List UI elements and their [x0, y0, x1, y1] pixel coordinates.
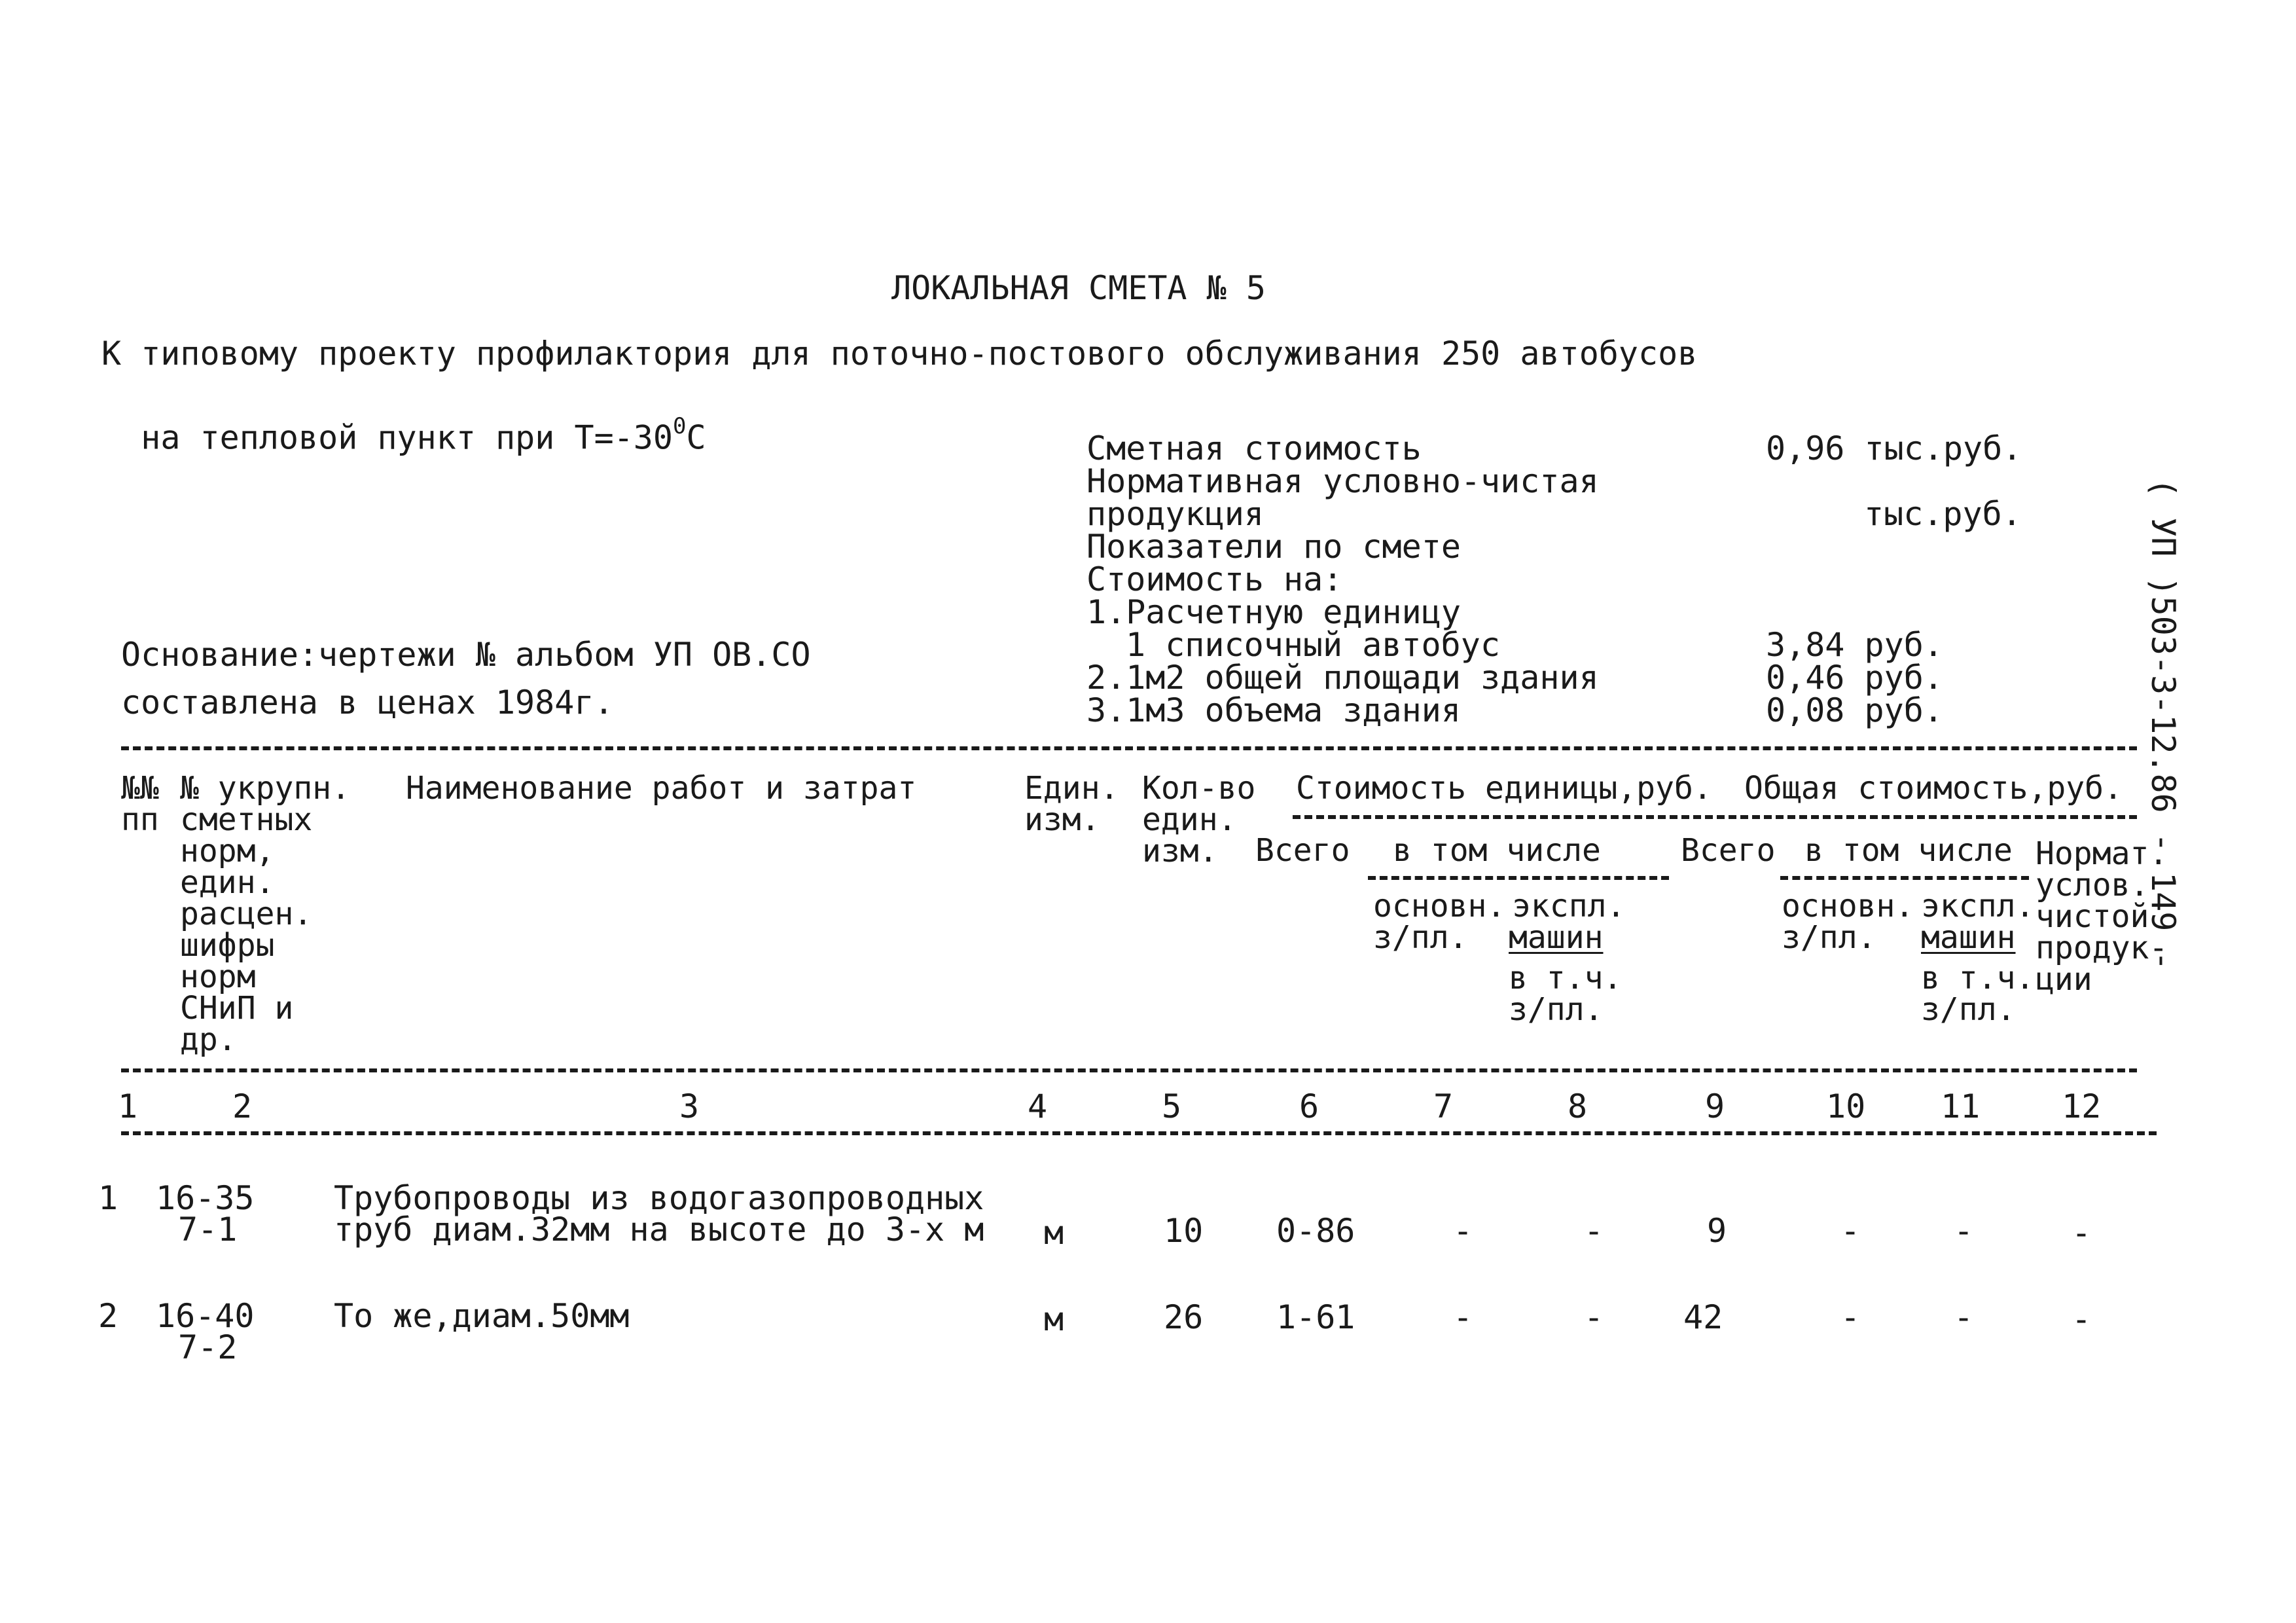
header-col1: №№ пп: [121, 770, 159, 838]
header-col3: Наименование работ и затрат: [406, 770, 917, 807]
indicator-item3-value: 0,08 руб.: [1766, 691, 1943, 729]
row-code2: 7-2: [178, 1328, 238, 1366]
side-stamp-text: ( УП )503-3-12.86 - 149 -: [2144, 478, 2182, 971]
indicator-item1: 1.Расчетную единицу: [1086, 593, 1461, 631]
col-number-6: 6: [1299, 1087, 1319, 1125]
page-title: ЛОКАЛЬНАЯ СМЕТА № 5: [891, 269, 1266, 307]
col-number-9: 9: [1705, 1087, 1725, 1125]
row-qty: 26: [1164, 1298, 1204, 1336]
indicator-item1-sub: 1 списочный автобус: [1126, 626, 1500, 664]
row-unit-mach: -: [1584, 1212, 1604, 1250]
col-number-8: 8: [1568, 1087, 1588, 1125]
col-number-3: 3: [679, 1087, 700, 1125]
row-name2: труб диам.32мм на высоте до 3-х м: [334, 1211, 984, 1249]
row-code1: 16-40: [156, 1297, 255, 1335]
header-unit-vtom: в том числе: [1393, 832, 1601, 869]
row-unit-total: 0-86: [1276, 1212, 1355, 1250]
norm-label1: Нормативная условно-чистая: [1086, 462, 1599, 500]
norm-value: тыс.руб.: [1864, 495, 2022, 533]
basis-line1: Основание:чертежи № альбом УП ОВ.СО: [121, 636, 811, 674]
col-number-12: 12: [2062, 1087, 2102, 1125]
subtitle-line2: [101, 386, 706, 457]
row-unit: м: [1044, 1214, 1064, 1252]
header-unit-osnovn: основн. з/пл.: [1373, 888, 1506, 956]
col-number-1: 1: [118, 1087, 138, 1125]
col-number-7: 7: [1433, 1087, 1454, 1125]
header-col2: № укрупн. сметных норм, един. расцен. шифры норм СНиП и др.: [180, 770, 351, 1058]
divider-colnums-bottom: [121, 1131, 2157, 1135]
header-total-ekspl: экспл.: [1921, 888, 2035, 924]
row-num: 1: [98, 1179, 118, 1217]
indicator-item2-value: 0,46 руб.: [1766, 659, 1943, 697]
norm-label2: продукция: [1086, 495, 1264, 533]
col-number-11: 11: [1941, 1087, 1981, 1125]
row-code1: 16-35: [156, 1179, 255, 1217]
row-total-wage: -: [1840, 1212, 1861, 1250]
header-unit-mashin: машин: [1509, 919, 1604, 956]
header-total-mashin: машин: [1921, 919, 2016, 956]
header-col4: Един. изм.: [1024, 770, 1119, 838]
subtitle-line1: К типовому проекту профилактория для поточно-постового обслуживания 250 автобусов: [101, 335, 1698, 373]
header-total-total: Всего: [1681, 832, 1776, 869]
row-unit: м: [1044, 1300, 1064, 1338]
row-unit-wage: -: [1453, 1212, 1473, 1250]
row-total-wage: -: [1840, 1298, 1861, 1336]
degree-sup: 0: [673, 413, 687, 439]
row-unit-wage: -: [1453, 1298, 1473, 1336]
header-col5: Кол-во един. изм.: [1142, 770, 1256, 869]
row-total: 9: [1707, 1212, 1727, 1250]
header-unit-vtch: в т.ч. з/пл.: [1509, 960, 1623, 1028]
row-unit-total: 1-61: [1276, 1298, 1355, 1336]
row-name1: То же,диам.50мм: [334, 1297, 630, 1335]
basis-line2: составлена в ценах 1984г.: [121, 684, 614, 721]
col-number-5: 5: [1162, 1087, 1182, 1125]
divider-cost-groups: [1293, 815, 2137, 819]
row-code2: 7-1: [178, 1211, 238, 1249]
row-qty: 10: [1164, 1212, 1204, 1250]
header-unit-cost: Стоимость единицы,руб.: [1296, 770, 1712, 807]
header-total-vtch: в т.ч. з/пл.: [1921, 960, 2035, 1028]
divider-top: [121, 746, 2137, 750]
header-unit-total: Всего: [1255, 832, 1350, 869]
cost-label: Сметная стоимость: [1086, 429, 1422, 467]
pok-label: Показатели по смете: [1086, 528, 1461, 566]
cost-value: 0,96 тыс.руб.: [1766, 429, 2022, 467]
col-number-4: 4: [1028, 1087, 1048, 1125]
row-num: 2: [98, 1297, 118, 1335]
header-normat: Нормат. услов. чистой продук- ции: [2036, 835, 2168, 998]
header-total-cost: Общая стоимость,руб.: [1744, 770, 2123, 807]
indicator-item3: 3.1м3 объема здания: [1086, 691, 1461, 729]
indicator-item2: 2.1м2 общей площади здания: [1086, 659, 1599, 697]
header-total-vtom: в том числе: [1804, 832, 2013, 869]
row-total-mach: -: [1954, 1298, 1974, 1336]
col-number-10: 10: [1826, 1087, 1866, 1125]
col-number-2: 2: [232, 1087, 253, 1125]
header-unit-ekspl: экспл.: [1512, 888, 1626, 924]
row-unit-mach: -: [1584, 1298, 1604, 1336]
divider-total-vtom: [1780, 876, 2029, 880]
cost-on-label: Стоимость на:: [1086, 560, 1343, 598]
row-name1: Трубопроводы из водогазопроводных: [334, 1179, 984, 1217]
row-normat: -: [2072, 1214, 2092, 1252]
subtitle-line2-suffix: С: [686, 418, 706, 457]
header-total-osnovn: основн. з/пл.: [1782, 888, 1914, 956]
row-normat: -: [2072, 1300, 2092, 1338]
divider-unit-vtom: [1368, 876, 1669, 880]
row-total-mach: -: [1954, 1212, 1974, 1250]
indicator-item1-value: 3,84 руб.: [1766, 626, 1943, 664]
subtitle-line2-prefix: на тепловой пункт при Т=-30: [141, 418, 673, 457]
row-total: 42: [1683, 1298, 1723, 1336]
divider-header-bottom: [121, 1068, 2137, 1072]
